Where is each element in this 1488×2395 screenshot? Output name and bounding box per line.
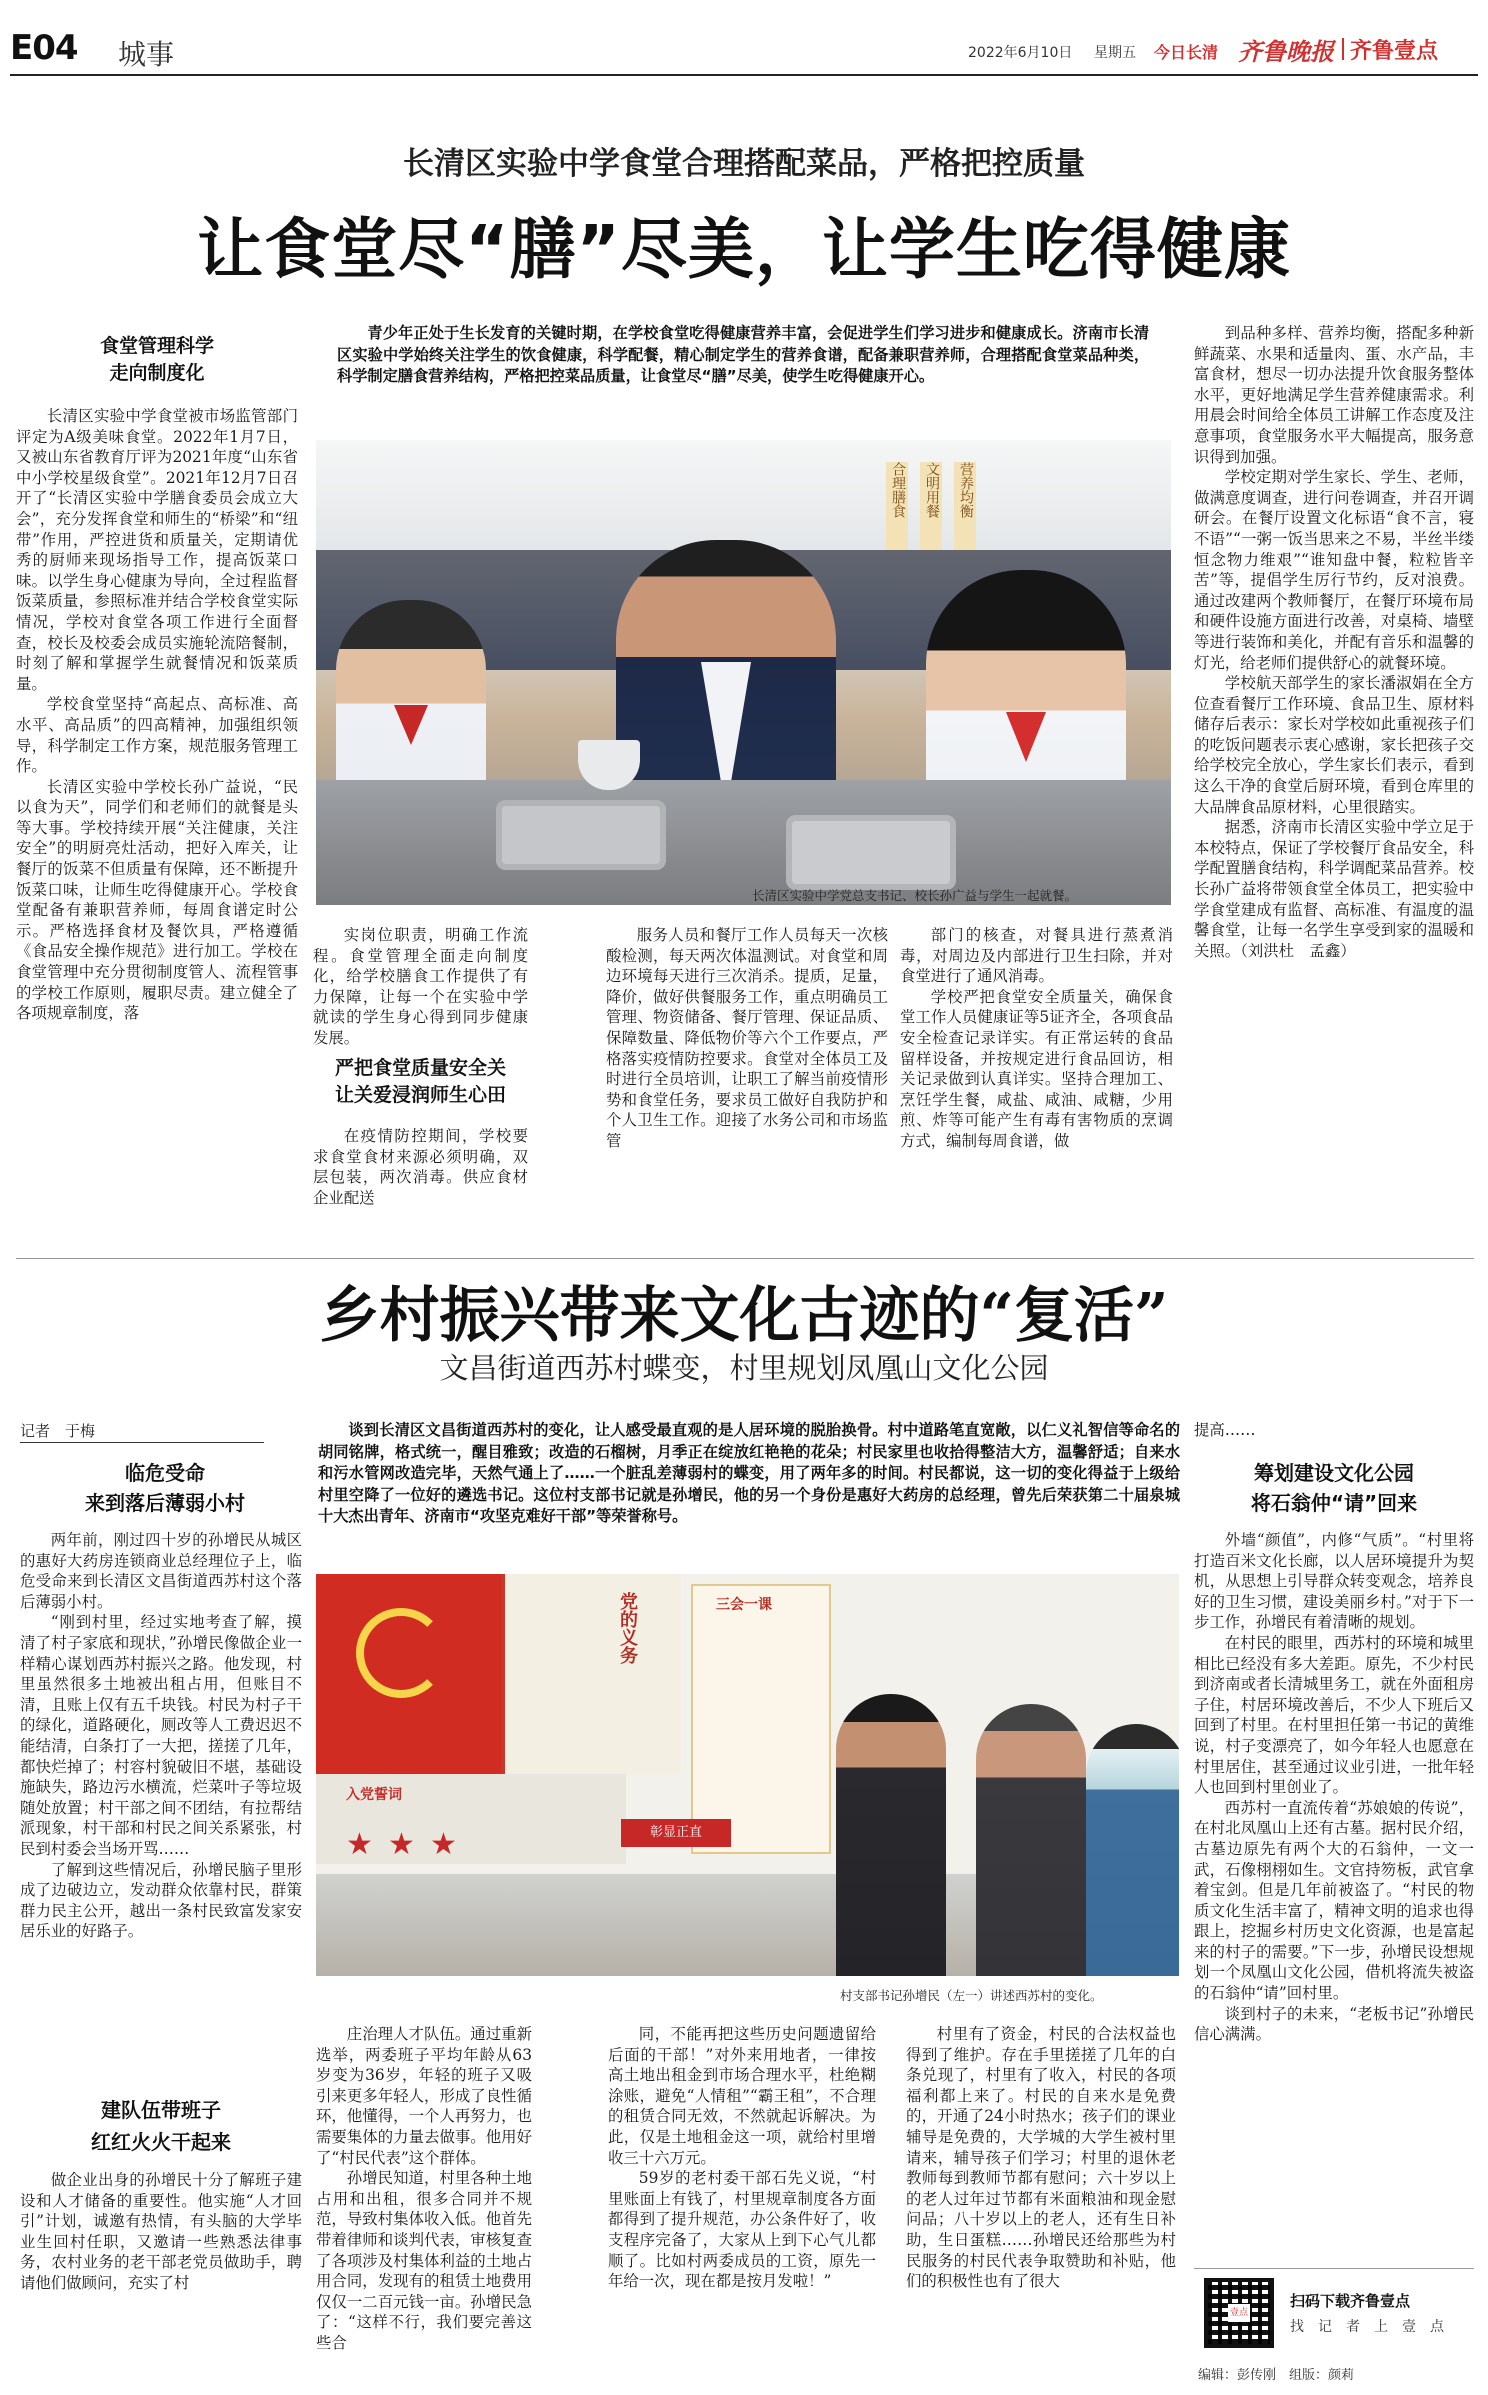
paragraph: 长清区实验中学校长孙广益说，“民以食为天”，同学们和老师们的就餐是头等大事。学校持续开展“关注健康，关注安全”的明厨亮灶活动，把好入库关，让餐厅的饭菜不但质量有保障，还不断提升饭菜口味，让师生吃得健康开心。学校食堂配备有兼职营养师，每周食谱定时公示。严格选择食材及餐饮具，严格遵循《食品安全操作规范》进行加工。学校在食堂管理中充分贯彻制度管人、流程管事的学校工作原则，履职尽责。建立健全了各项规章制度，落 (16, 777, 298, 1023)
paragraph: 了解到这些情况后，孙增民脑子里形成了边破边立，发动群众依靠村民，群策群力民主公开，越出一条村民致富发家安居乐业的好路子。 (20, 1860, 302, 1941)
article2-subhead-1: 临危受命 来到落后薄弱小村 (85, 1461, 245, 1515)
meeting-panel (691, 1584, 831, 1854)
paragraph: 庄治理人才队伍。通过重新选举，两委班子平均年龄从63岁变为36岁，年轻的班子又吸引来更多年轻人，形成了良性循环，他懂得，一个人再努力，也需要集体的力量去做事。他用好了“村民代表”这个群体。 (316, 2025, 532, 2167)
qr-badge: 壹点 (1228, 2304, 1250, 2322)
wall-sign: 营养均衡 (954, 462, 976, 552)
section-name: 城事 (118, 38, 175, 71)
article2-subtitle: 文昌街道西苏村蝶变，村里规划凤凰山文化公园 (439, 1351, 1049, 1385)
article-divider (16, 1258, 1474, 1259)
article1-subhead-1: 食堂管理科学 走向制度化 (99, 335, 214, 384)
meeting-title: 三会一课 (716, 1597, 772, 1613)
paragraph: 据悉，济南市长清区实验中学立足于本校特点，保证了学校餐厅食品安全，科学配置膳食结构，科学调配菜品营养。校长孙广益将带领食堂全体员工，把实验中学食堂建成有监督、高标准、有温度的温馨食堂，让每一名学生享受到家的温暖和关照。（刘洪杜 孟鑫） (1194, 818, 1474, 960)
article2-column-3 (608, 2024, 876, 2292)
article1-column-2b (313, 1126, 528, 1208)
article1-subhead-2: 严把食堂质量安全关 让关爱浸润师生心田 (334, 1057, 506, 1106)
brand-logo: 齐鲁晚报 (1238, 37, 1334, 66)
brand-divider (1342, 38, 1344, 60)
paragraph: 学校严把食堂安全质量关，确保食堂工作人员健康证等5证齐全，各项食品安全检查记录详实。有正常运转的食品留样设备，并按规定进行食品回访，相关记录做到认真详实。坚持合理加工、烹饪学生餐，咸盐、咸油、咸糖，少用煎、炸等可能产生有毒有害物质的烹调方式，编制每周食谱，做 (900, 987, 1173, 1150)
article1-kicker: 长清区实验中学食堂合理搭配菜品，严格把控质量 (403, 146, 1085, 182)
paragraph: 在村民的眼里，西苏村的环境和城里相比已经没有多大差距。原先，不少村民到济南或者长清城里务工，就在外面租房子住，村居环境改善后，不少人下班后又回到了村里。在村里担任第一书记的黄维说，村子变漂亮了，如今年轻人也愿意在村里居住，甚至通过议业引进，一批年轻人也回到村里创业了。 (1194, 1633, 1474, 1797)
paragraph: 在疫情防控期间，学校要求食堂食材来源必须明确，双层包装，两次消毒。供应食材企业配送 (313, 1127, 528, 1207)
paragraph: 两年前，刚过四十岁的孙增民从城区的惠好大药房连锁商业总经理位子上，临危受命来到长清区文昌街道西苏村这个落后薄弱小村。 (20, 1531, 302, 1611)
article1-lead: 青少年正处于生长发育的关键时期，在学校食堂吃得健康营养丰富，会促进学生们学习进步和健康成长。济南市长清区实验中学始终关注学生的饮食健康，科学配餐，精心制定学生的营养食谱，配备兼职营养师，合理搭配食堂菜品种类，科学制定膳食营养结构，严格把控菜品质量，让食堂尽“膳”尽美，使学生吃得健康开心。 (337, 324, 1149, 385)
paragraph: 服务人员和餐厅工作人员每天一次核酸检测，每天两次体温测试。对食堂和周边环境每天进行三次消杀。提质，足量，降价，做好供餐服务工作，重点明确员工管理、物资储备、餐厅管理、保证品质、保障数量、降低物价等六个工作要点，严格落实疫情防控要求。食堂对全体员工及时进行全员培训，让职工了解当前疫情形势和食堂任务，要求员工做好自我防护和个人卫生工作。迎接了水务公司和市场监管 (606, 926, 888, 1150)
article1-column-2 (313, 925, 528, 1049)
village-photo (316, 1574, 1179, 1976)
party-emblem-icon (356, 1608, 446, 1698)
oath-title: 入党誓词 (346, 1787, 402, 1803)
man-left (836, 1694, 946, 1976)
canteen-photo (316, 440, 1171, 905)
paragraph: 59岁的老村委干部石先义说，“村里账面上有钱了，村里规章制度各方面都得到了提升规范，办公条件好了，收支程序完备了，大家从上到下心气儿都顺了。比如村两委成员的工资，原先一年给一次，现在都是按月发啦！” (608, 2169, 876, 2291)
duty-title: 党的义务 (617, 1592, 638, 1664)
wall-sign: 合理膳食 (886, 462, 908, 552)
paragraph: 做企业出身的孙增民十分了解班子建设和人才储备的重要性。他实施“人才回引”计划，诚邀有热情，有头脑的大学毕业生回村任职，又邀请一些熟悉法律事务，农村业务的老干部老党员做助手，聘请他们做顾问，充实了村 (20, 2171, 302, 2292)
column-name: 今日长清 (1154, 43, 1219, 62)
duty-panel (501, 1574, 681, 1774)
star-icon: ★ (430, 1827, 457, 1862)
byline: 记者 于梅 (20, 1422, 96, 1440)
man-middle (976, 1704, 1086, 1976)
paragraph: 同，不能再把这些历史问题遗留给后面的干部！”对外来用地者，一律按高土地出租金到市场合理水平，杜绝糊涂账，避免“人情租”“霸王租”，不合理的租赁合同无效，不然就起诉解决。为此，仅是土地租金这一项，就给村里增收三十六万元。 (608, 2025, 876, 2167)
article2-column-5 (1194, 1530, 1474, 2045)
issue-date: 2022年6月10日 (968, 45, 1073, 61)
article1-column-3 (606, 925, 888, 1152)
article2-column-4 (906, 2024, 1176, 2292)
paragraph: 学校食堂坚持“高起点、高标准、高水平、高品质”的四高精神，加强组织领导，科学制定工作方案，规范服务管理工作。 (16, 695, 298, 776)
article2-subhead-3: 筹划建设文化公园 将石翁仲“请”回来 (1250, 1461, 1418, 1515)
byline-rule (20, 1442, 264, 1443)
photo1-caption: 长清区实验中学党总支书记、校长孙广益与学生一起就餐。 (752, 888, 1078, 903)
article2-lead: 谈到长清区文昌街道西苏村的变化，让人感受最直观的是人居环境的脱胎换骨。村中道路笔直宽敞，以仁义礼智信等命名的胡同铭牌，格式统一，醒目雅致；改造的石榴树，月季正在绽放红艳艳的花朵；村民家里也收拾得整洁大方，温馨舒适；自来水和污水管网改造完毕，天然气通上了……一个脏乱差薄弱村的蝶变，用了两年多的时间。村民都说，这一切的变化得益于上级给村里空降了一位好的遴选书记。这位村支部书记就是孙增民，他的另一个身份是惠好大药房的总经理，曾先后荣获第二十届泉城十大杰出青年、济南市“攻坚克难好干部”等荣誉称号。 (318, 1421, 1180, 1525)
food-tray (496, 800, 666, 870)
article2-column-2 (316, 2024, 532, 2354)
paragraph: 学校定期对学生家长、学生、老师，做满意度调查，进行问卷调查，并召开调研会。在餐厅设置文化标语“食不言，寝不语”“一粥一饭当思来之不易，半丝半缕恒念物力维艰”“谁知盘中餐，粒粒皆辛苦”等，提倡学生厉行节约，反对浪费。通过改建两个教师餐厅，在餐厅环境布局和硬件设施方面进行改善，对桌椅、墙壁等进行装饰和美化，并配有音乐和温馨的灯光，给老师们提供舒心的就餐环境。 (1194, 468, 1474, 672)
star-icon: ★ (388, 1827, 415, 1862)
editor-credits: 编辑：彭传刚 组版：颜莉 (1198, 2368, 1355, 2383)
footer-rule (1194, 2268, 1474, 2269)
qr-code-icon[interactable] (1204, 2278, 1274, 2348)
paragraph: 外墙“颜值”，内修“气质”。“村里将打造百米文化长廊，以人居环境提升为契机，从思想上引导群众转变观念，培养良好的卫生习惯，建设美丽乡村。”对于下一步工作，孙增民有着清晰的规划。 (1194, 1531, 1474, 1632)
food-tray (786, 815, 956, 890)
article2-column-5a (1194, 1420, 1474, 1441)
paragraph: “刚到村里，经过实地考查了解，摸清了村子家底和现状，”孙增民像做企业一样精心谋划西苏村振兴之路。他发现，村里虽然很多土地被出租占用，但账目不清，且账上仅有五千块钱。村民为村子干的绿化，道路硬化，厕改等人工费迟迟不能结清，白条打了一大把，搓搓了几年，都快烂掉了；村容村貌破旧不堪，基础设施缺失，路边污水横流，烂菜叶子等垃圾随处放置；村干部之间不团结，有拉帮结派现象，村干部和村民之间关系紧张，村民到村委会当场开骂…… (20, 1613, 302, 1858)
wall-window (316, 440, 1171, 550)
paragraph: 提高…… (1194, 1421, 1256, 1439)
article1-headline: 让食堂尽“膳”尽美，让学生吃得健康 (197, 211, 1291, 288)
paragraph: 到品种多样、营养均衡，搭配多种新鲜蔬菜、水果和适量肉、蛋、水产品，丰富食材，想尽一切办法提升饮食服务整体水平，更好地满足学生营养健康需求。利用晨会时间给全体员工讲解工作态度及注意事项，食堂服务水平大幅提高，服务意识得到加强。 (1194, 324, 1474, 466)
qr-sublabel: 找 记 者 上 壹 点 (1290, 2319, 1444, 2335)
photo2-caption: 村支部书记孙增民（左一）讲述西苏村的变化。 (840, 1988, 1103, 2003)
page-number: E04 (10, 28, 78, 68)
paragraph: 长清区实验中学食堂被市场监管部门评定为A级美味食堂。2022年1月7日，又被山东省教育厅评为2021年度“山东省中小学校星级食堂”。2021年12月7日召开了“长清区实验中学膳食委员会成立大会”，充分发挥食堂和师生的“桥梁”和“纽带”作用，严控进货和质量关，定期请优秀的厨师来现场指导工作，提高饭菜口味。以学生身心健康为导向，全过程监督饭菜质量，参照标准并结合学校食堂实际情况，学校对食堂各项工作进行全面督查，校长及校委会成员实施轮流陪餐制，时刻了解和掌握学生就餐情况和饭菜质量。 (16, 407, 298, 693)
article1-column-5 (1194, 323, 1474, 961)
paragraph: 谈到村子的未来，“老板书记”孙增民信心满满。 (1194, 2004, 1474, 2044)
paragraph: 学校航天部学生的家长潘淑娟在全方位查看餐厅工作环境、食品卫生、原材料储存后表示：家长对学校如此重视孩子们的吃饭问题表示衷心感谢，家长把孩子交给学校完全放心，学生家长们表示，看到这么干净的食堂后厨环境，看到仓库里的大品牌食品原材料，心里很踏实。 (1194, 674, 1474, 816)
paragraph: 部门的核查，对餐具进行蒸煮消毒，对周边及内部进行卫生扫除，并对食堂进行了通风消毒。 (900, 926, 1173, 986)
man-right (1086, 1724, 1179, 1976)
wall-sign: 文明用餐 (920, 462, 942, 552)
qr-label: 扫码下载齐鲁壹点 (1290, 2292, 1411, 2310)
article2-column-1 (20, 1530, 302, 1942)
article2-column-1b (20, 2170, 302, 2294)
paragraph: 孙增民知道，村里各种土地占用和出租，很多合同并不规范，导致村集体收入低。他首先带着律师和谈判代表，审核复查了各项涉及村集体利益的土地占用合同，发现有的租赁土地费用仅仅一二百元钱一亩。孙增民急了：“这样不行，我们要完善这些合 (316, 2169, 532, 2352)
header-rule (10, 74, 1478, 76)
article2-headline: 乡村振兴带来文化古迹的“复活” (319, 1281, 1169, 1351)
paragraph: 村里有了资金，村民的合法权益也得到了维护。存在手里搓搓了几年的白条兑现了，村里有了收入，村民的各项福利都上来了。村民的自来水是免费的，开通了24小时热水；孩子们的课业辅导是免费的，大学城的大学生被村里请来，辅导孩子们学习；村里的退休老教师每到教师节都有慰问；六十岁以上的老人过年过节都有米面粮油和现金慰问品；八十岁以上的老人，还有生日补助，生日蛋糕……孙增民还给那些为村民服务的村民代表争取赞助和补贴，他们的积极性也有了很大 (906, 2025, 1176, 2291)
page-header (10, 28, 1478, 71)
issue-weekday: 星期五 (1094, 45, 1136, 61)
article2-subhead-2: 建队伍带班子 红红火火干起来 (91, 2098, 231, 2154)
paragraph: 实岗位职责，明确工作流程。食堂管理全面走向制度化，给学校膳食工作提供了有力保障，让每一个在实验中学就读的学生身心得到同步健康发展。 (313, 926, 528, 1047)
article1-column-1 (16, 406, 298, 1024)
article1-column-4 (900, 925, 1173, 1152)
paragraph: 西苏村一直流传着“苏娘娘的传说”，在村北凤凰山上还有古墓。据村民介绍，古墓边原先有两个大的石翁仲，一文一武，石像栩栩如生。文官持笏板，武官拿着宝剑。但是几年前被盗了。“村民的物质文化生活丰富了，精神文明的追求也得跟上，挖掘乡村历史文化资源，也是富起来的村子的需要。”下一步，孙增民设想规划一个凤凰山文化公园，借机将流失被盗的石翁仲“请”回村里。 (1194, 1798, 1474, 2003)
app-logo: 齐鲁壹点 (1350, 39, 1439, 64)
star-icon: ★ (346, 1827, 373, 1862)
red-banner: 彰显正直 (621, 1819, 731, 1847)
